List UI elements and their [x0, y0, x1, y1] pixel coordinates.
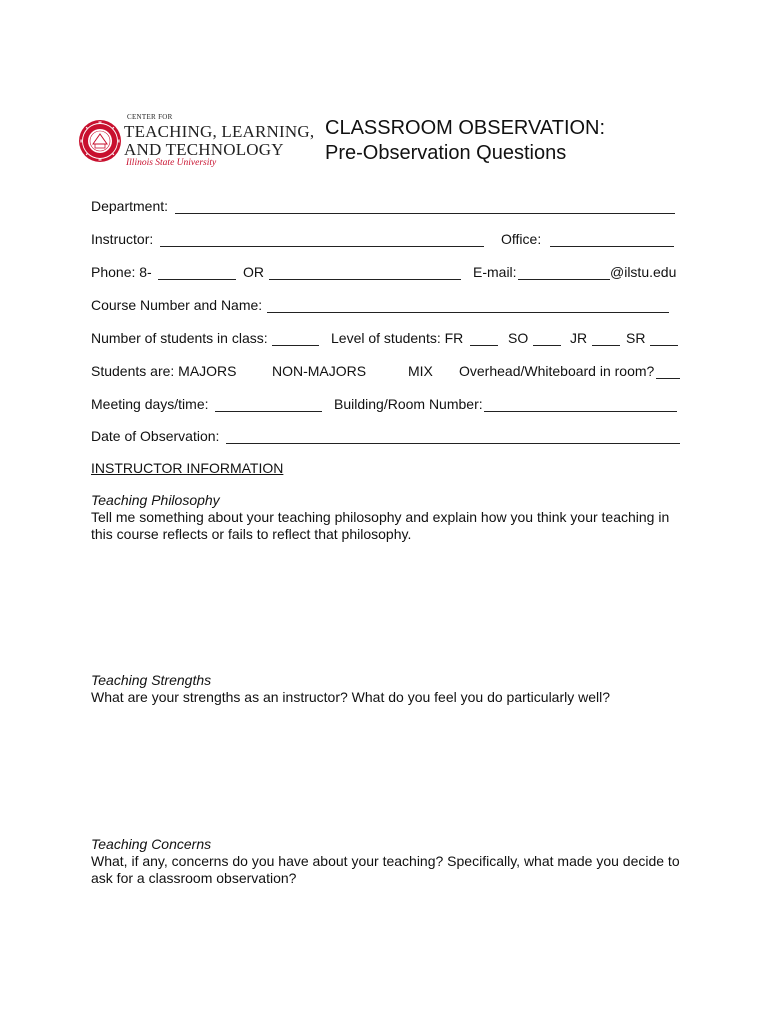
- num-students-field[interactable]: [272, 329, 319, 346]
- instructor-field[interactable]: [160, 230, 484, 247]
- course-field[interactable]: [267, 296, 669, 313]
- jr-field[interactable]: [592, 329, 620, 346]
- department-field[interactable]: [175, 197, 675, 214]
- course-label: Course Number and Name:: [91, 297, 263, 313]
- sr-label: SR: [626, 330, 646, 346]
- center-name-line1: TEACHING, LEARNING,: [124, 122, 315, 141]
- email-label: E-mail:: [473, 264, 517, 280]
- num-students-label: Number of students in class:: [91, 330, 268, 346]
- students-are-majors-label: Students are: MAJORS: [91, 363, 237, 379]
- university-seal-icon: [78, 119, 122, 163]
- office-field[interactable]: [550, 230, 674, 247]
- meeting-label: Meeting days/time:: [91, 396, 209, 412]
- office-label: Office:: [501, 231, 542, 247]
- alt-phone-field[interactable]: [269, 263, 461, 280]
- so-field[interactable]: [533, 329, 561, 346]
- jr-label: JR: [570, 330, 588, 346]
- phone-label: Phone: 8-: [91, 264, 152, 280]
- philosophy-question: Tell me something about your teaching philosophy and explain how you think your teaching in this course reflects or fails to reflect that philosophy.: [91, 509, 670, 542]
- document-title: CLASSROOM OBSERVATION:: [325, 117, 606, 139]
- concerns-question: What, if any, concerns do you have about your teaching? Specifically, what made you decide to ask for a classroom observation?: [91, 853, 680, 886]
- center-name-line2: AND TECHNOLOGY: [124, 140, 284, 159]
- date-field[interactable]: [226, 427, 680, 444]
- overhead-field[interactable]: [656, 362, 680, 379]
- mix-label: MIX: [408, 363, 433, 379]
- department-label: Department:: [91, 198, 169, 214]
- or-label: OR: [243, 264, 264, 280]
- level-label: Level of students: FR: [331, 330, 464, 346]
- phone-field[interactable]: [158, 263, 236, 280]
- email-domain-label: @ilstu.edu: [610, 264, 677, 280]
- instructor-info-heading: INSTRUCTOR INFORMATION: [91, 460, 284, 476]
- concerns-answer[interactable]: [91, 892, 691, 1002]
- building-label: Building/Room Number:: [334, 396, 483, 412]
- center-for-label: CENTER FOR: [127, 113, 173, 121]
- so-label: SO: [508, 330, 529, 346]
- concerns-title: Teaching Concerns: [91, 836, 212, 852]
- building-field[interactable]: [484, 395, 677, 412]
- document-subtitle: Pre-Observation Questions: [325, 142, 567, 164]
- non-majors-label: NON-MAJORS: [272, 363, 367, 379]
- strengths-question: What are your strengths as an instructor? What do you feel you do particularly well?: [91, 689, 611, 705]
- philosophy-title: Teaching Philosophy: [91, 492, 220, 508]
- overhead-label: Overhead/Whiteboard in room?: [459, 363, 655, 379]
- strengths-title: Teaching Strengths: [91, 672, 212, 688]
- sr-field[interactable]: [650, 329, 678, 346]
- university-name: Illinois State University: [126, 158, 217, 168]
- strengths-answer[interactable]: [91, 712, 691, 827]
- philosophy-answer[interactable]: [91, 548, 691, 663]
- fr-field[interactable]: [470, 329, 498, 346]
- meeting-field[interactable]: [215, 395, 322, 412]
- email-field[interactable]: [518, 263, 610, 280]
- date-label: Date of Observation:: [91, 428, 220, 444]
- instructor-label: Instructor:: [91, 231, 154, 247]
